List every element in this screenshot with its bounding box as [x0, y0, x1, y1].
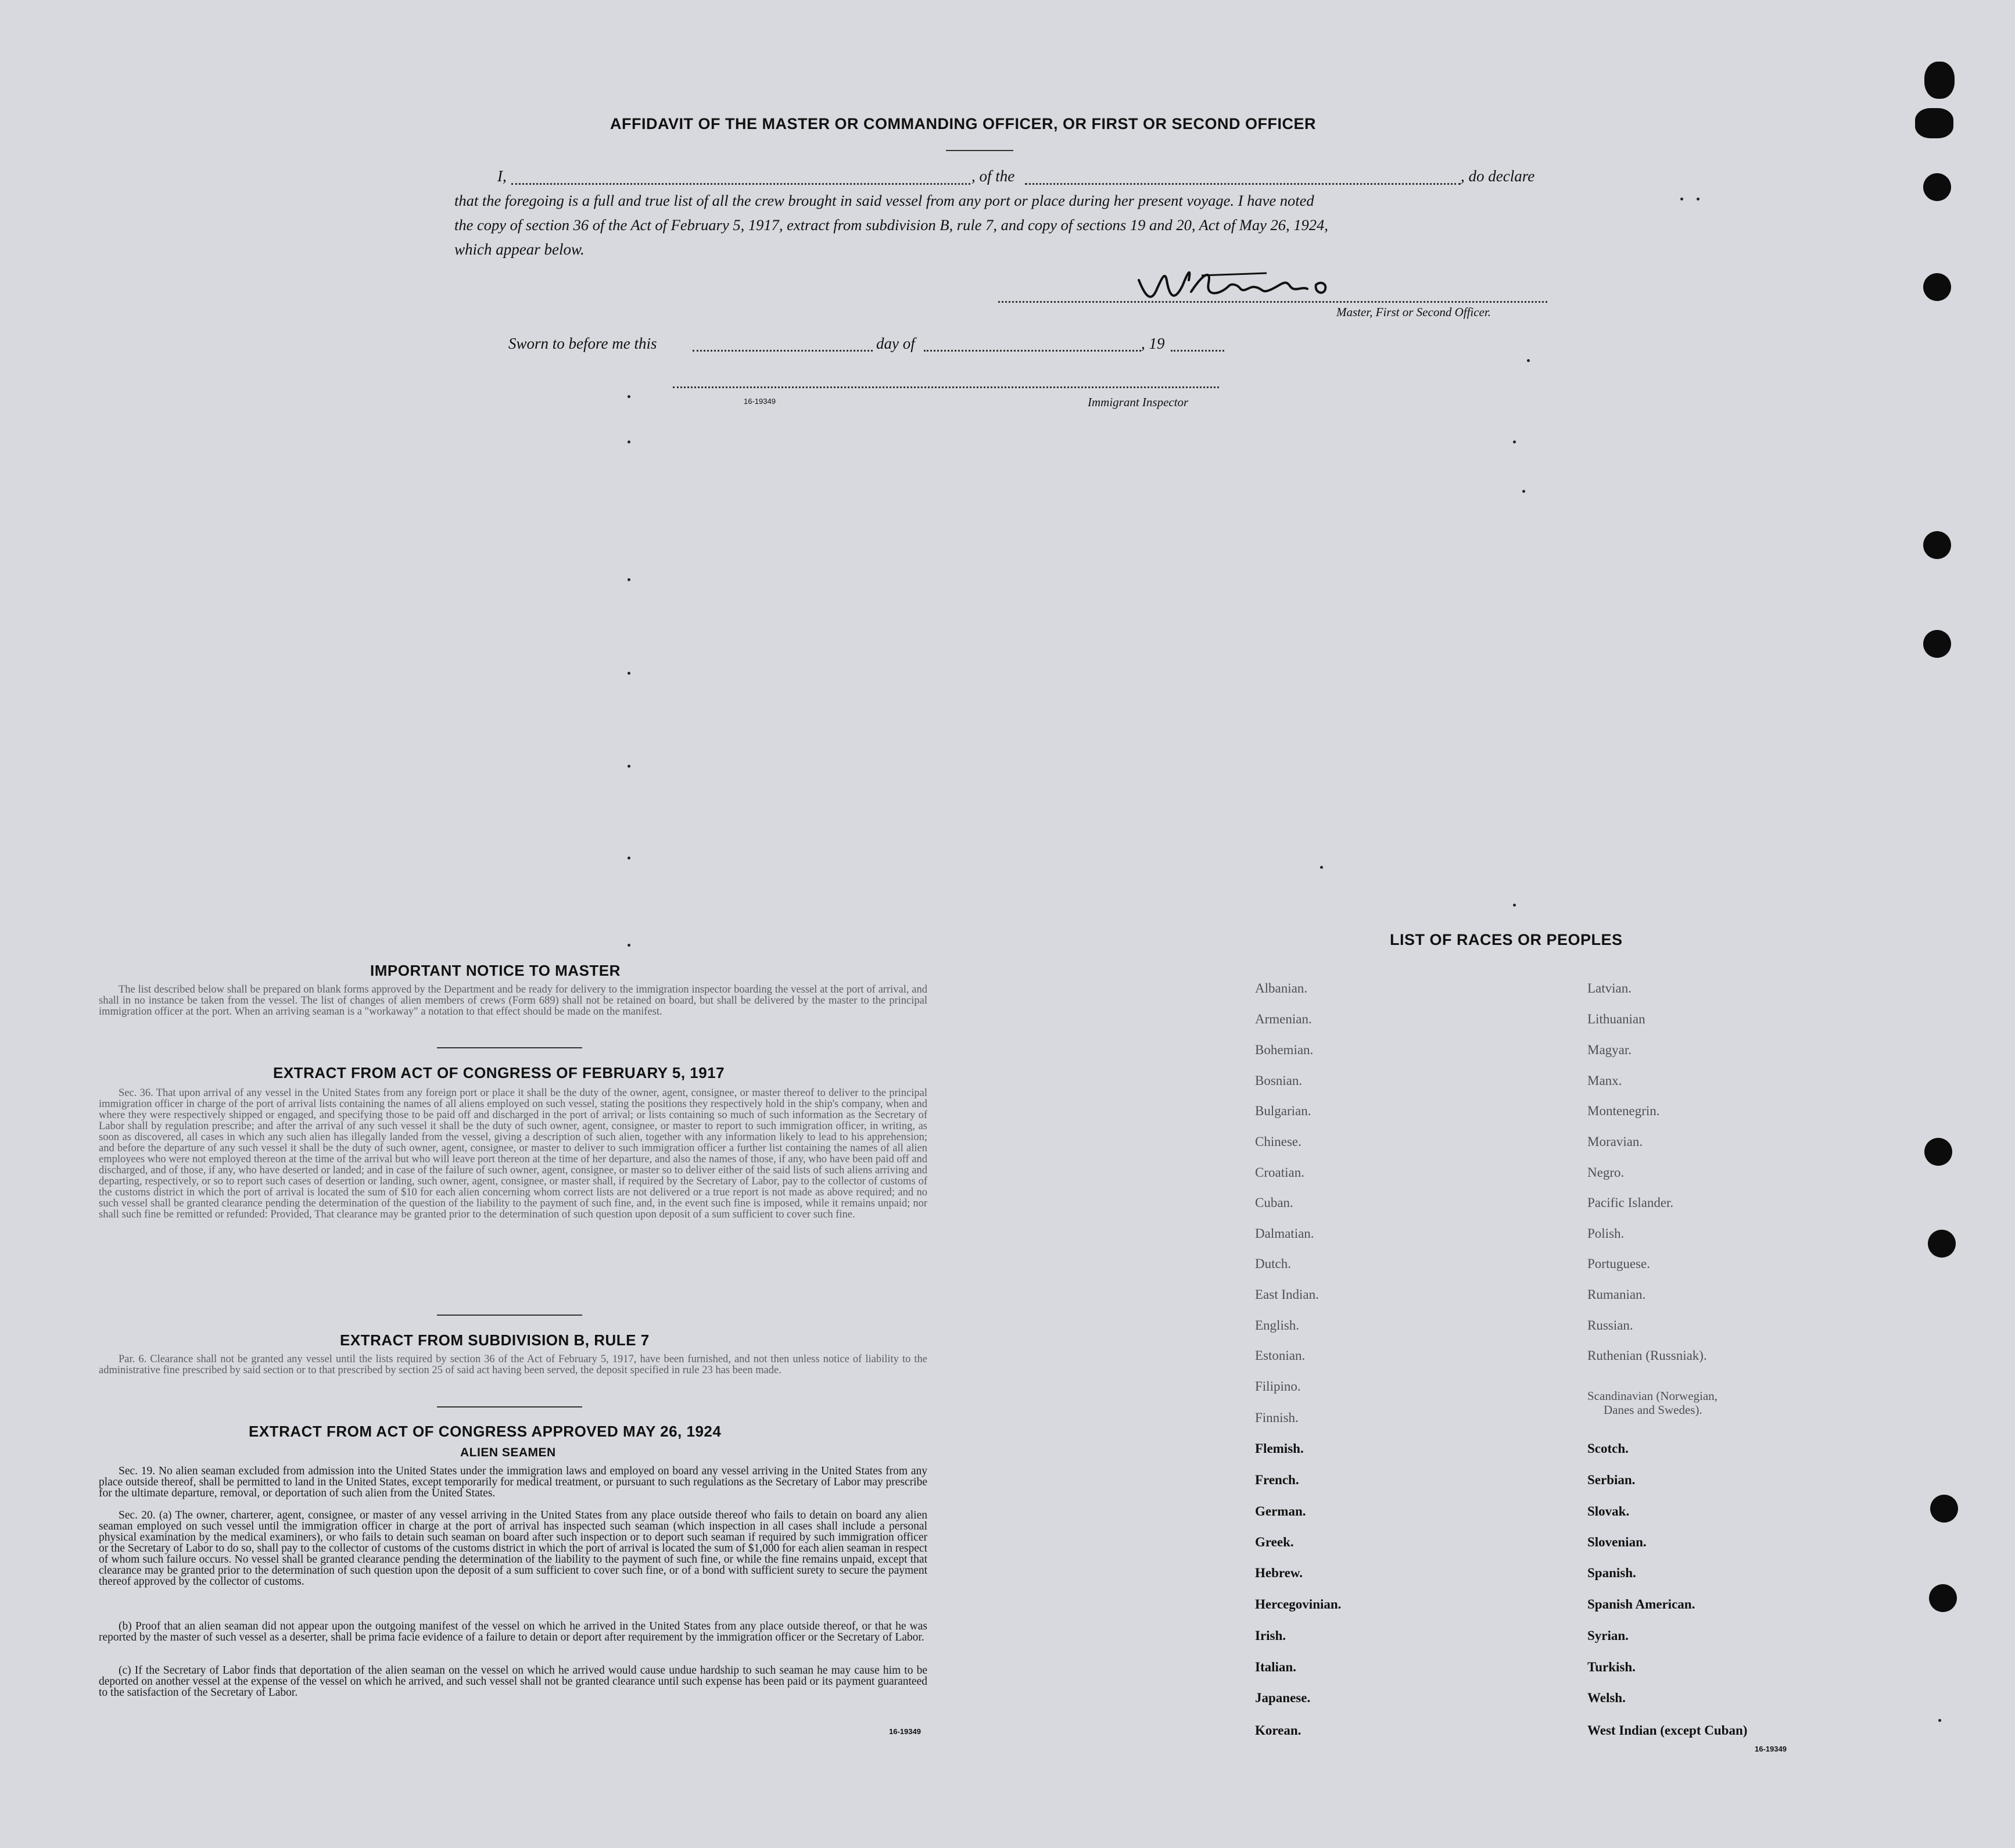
scan-speck [628, 944, 630, 947]
scan-speck [628, 857, 630, 859]
race-right: Welsh. [1587, 1691, 1626, 1705]
race-left: Bulgarian. [1255, 1104, 1311, 1118]
race-right: Polish. [1587, 1226, 1625, 1241]
affidavit-line4: which appear below. [454, 241, 585, 258]
notice-text: The list described below shall be prepared on blank forms approved by the Department and be ready for delivery to the immigration inspector boarding the vessel at the port of arrival, and shall in no instance be taken from the vessel. The list of changes of alien members of crews (Form 689) shall not be retained on board, but shall be delivered by the master to the principal immigration officer at the port. When an arriving seaman is a "workaway" a notation to that effect should be made on the manifest. [99, 984, 927, 1018]
inspector-caption: Immigrant Inspector [1088, 395, 1189, 409]
race-right: Spanish American. [1587, 1597, 1695, 1611]
race-right: Moravian. [1587, 1134, 1643, 1149]
extract-rule7-title: EXTRACT FROM SUBDIVISION B, RULE 7 [340, 1331, 650, 1349]
race-right: Syrian. [1587, 1628, 1629, 1643]
notice-title: IMPORTANT NOTICE TO MASTER [370, 962, 621, 979]
sworn-day-of: day of [876, 335, 915, 352]
scan-speck [1680, 198, 1683, 200]
sworn-year-blank[interactable] [1171, 350, 1224, 352]
race-left: Chinese. [1255, 1134, 1301, 1149]
race-left: Bohemian. [1255, 1043, 1314, 1057]
race-right: Scotch. [1587, 1441, 1629, 1456]
affidavit-line1-i: I, [497, 167, 507, 185]
affidavit-title-rule [946, 150, 1013, 151]
race-left: English. [1255, 1318, 1300, 1333]
race-left: French. [1255, 1473, 1299, 1487]
scan-speck [628, 440, 630, 443]
race-left: Albanian. [1255, 981, 1308, 995]
extract-1924-sec20a: Sec. 20. (a) The owner, charterer, agent, consignee, or master of any vessel arriving in the United States from any place outside thereof who fails to detain on board any alien seaman employed on such vessel until the immigration officer in charge at the port of arrival has inspected such seaman (which inspection in all cases shall include a personal physical examination by the medical examiners), or who fails to detain such seaman on board after such inspection or to deport such seaman if required by such immigration officer or the Secretary of Labor to do so, shall pay to the collector of customs of the customs district in which the port of arrival is located the sum of $1,000 for each alien seaman in respect of whom such failure occurs. No vessel shall be granted clearance pending the determination of the liability to the payment of such fine, or while the fine remains unpaid, except that clearance may be granted prior to the determination of such question upon the deposit of a sum sufficient to cover such fine, or of a bond with sufficient surety to secure the payment thereof approved by the collector of customs. [99, 1509, 927, 1588]
race-left: Japanese. [1255, 1691, 1311, 1705]
race-left: East Indian. [1255, 1287, 1319, 1302]
affidavit-form-number: 16-19349 [744, 397, 776, 406]
extract-1924-sec20b: (b) Proof that an alien seaman did not appear upon the outgoing manifest of the vessel on which he arrived in the United States from any place outside thereof, or that he was reported by the master of such vessel as a deserter, shall be prima facie evidence of a failure to detain or deport after requirement by the immigration officer or the Secretary of Labor. [99, 1620, 927, 1643]
scan-speck [1513, 904, 1516, 907]
race-right: Turkish. [1587, 1660, 1636, 1674]
race-right: Rumanian. [1587, 1287, 1646, 1302]
signature-line[interactable] [998, 301, 1547, 303]
scan-speck [628, 672, 630, 675]
extract-1917-rule [437, 1315, 582, 1316]
scan-speck [1522, 490, 1525, 493]
race-right: Russian. [1587, 1318, 1633, 1333]
notice-rule [437, 1047, 582, 1048]
scan-speck [628, 395, 630, 398]
race-left: Hebrew. [1255, 1566, 1303, 1580]
scan-speck [1938, 1719, 1941, 1722]
name-blank[interactable] [511, 183, 970, 185]
race-right: Ruthenian (Russniak). [1587, 1348, 1707, 1363]
race-left: Dalmatian. [1255, 1226, 1314, 1241]
signature-caption: Master, First or Second Officer. [1336, 305, 1491, 319]
race-right: Montenegrin. [1587, 1104, 1660, 1118]
race-right: Manx. [1587, 1073, 1622, 1088]
sworn-year: , 19 [1141, 335, 1165, 352]
vessel-blank[interactable] [1025, 183, 1461, 185]
punch-hole [1923, 173, 1951, 201]
scan-speck [1513, 440, 1516, 443]
scan-speck [1697, 198, 1700, 200]
race-left: Greek. [1255, 1535, 1294, 1549]
race-right: Spanish. [1587, 1566, 1636, 1580]
sworn-day-blank[interactable] [693, 350, 873, 352]
extract-1924-sec20c: (c) If the Secretary of Labor finds that deportation of the alien seaman on the vessel on which he arrived would cause undue hardship to such seaman he may cause him to be deported on another vessel at the expense of the vessel on which he arrived, and such vessel shall not be granted clearance until such expense has been paid or its payment guaranteed to the satisfaction of the Secretary of Labor. [99, 1664, 927, 1699]
extract-1924-sec19: Sec. 19. No alien seaman excluded from admission into the United States under the immigration laws and employed on board any vessel arriving in the United States from any place outside thereof, shall be permitted to land in the United States, except temporarily for medical treatment, or pursuant to such regulations as the Secretary of Labor may prescribe for the ultimate departure, removal, or deportation of such alien from the United States. [99, 1465, 927, 1499]
punch-hole [1928, 1230, 1956, 1258]
race-right: Negro. [1587, 1165, 1625, 1180]
race-left: Armenian. [1255, 1012, 1312, 1026]
races-form-number: 16-19349 [1755, 1745, 1787, 1753]
affidavit-line3: the copy of section 36 of the Act of February 5, 1917, extract from subdivision B, rule 7, and copy of sections 19 and 20, Act of May 26, 1924, [454, 216, 1328, 234]
extract-rule7-text: Par. 6. Clearance shall not be granted any vessel until the lists required by section 36 of the Act of February 5, 1917, have been furnished, and not then unless notice of liability to the administrative fine prescribed by said section or to that prescribed by section 25 of said act having been served, the deposit specified in rule 23 has been made. [99, 1353, 927, 1376]
extract-rule7-rule [437, 1406, 582, 1408]
sworn-month-blank[interactable] [924, 350, 1141, 352]
race-left: Estonian. [1255, 1348, 1306, 1363]
punch-hole [1924, 62, 1955, 99]
race-right: Scandinavian (Norwegian, [1587, 1389, 1718, 1403]
race-right: Lithuanian [1587, 1012, 1645, 1026]
race-left: Hercegovinian. [1255, 1597, 1342, 1611]
race-right: Magyar. [1587, 1043, 1632, 1057]
extract-1924-subtitle: ALIEN SEAMEN [460, 1446, 556, 1459]
race-right-continuation: Danes and Swedes). [1604, 1403, 1702, 1417]
race-right: Latvian. [1587, 981, 1632, 995]
affidavit-line1-of-the: , of the [971, 167, 1015, 185]
affidavit-line1-do-declare: , do declare [1461, 167, 1535, 185]
inspector-signature-line[interactable] [673, 386, 1219, 388]
race-right: Slovak. [1587, 1504, 1630, 1518]
punch-hole [1930, 1495, 1958, 1523]
race-left: Italian. [1255, 1660, 1296, 1674]
affidavit-line2: that the foregoing is a full and true list of all the crew brought in said vessel from any port or place during her present voyage. I have noted [454, 192, 1314, 209]
race-left: Finnish. [1255, 1410, 1299, 1425]
punch-hole [1915, 108, 1953, 138]
race-right: Portuguese. [1587, 1256, 1650, 1271]
scan-speck [1527, 359, 1530, 362]
race-right: West Indian (except Cuban) [1587, 1723, 1748, 1738]
race-left: German. [1255, 1504, 1306, 1518]
punch-hole [1923, 531, 1951, 559]
scan-speck [1320, 866, 1323, 869]
extract-1924-title: EXTRACT FROM ACT OF CONGRESS APPROVED MAY 26, 1924 [249, 1423, 722, 1440]
extract-1917-text: Sec. 36. That upon arrival of any vessel in the United States from any foreign port or place it shall be the duty of the owner, agent, consignee, or master thereof to deliver to the principal immigration officer in charge of the port of arrival lists containing the names of all aliens employed on such vessel, stating the positions they respectively hold in the ship's company, when and where they were respectively shipped or engaged, and specifying those to be paid off and discharged in the port of arrival; or lists containing so much of such information as the Secretary of Labor shall by regulation prescribe; and after the arrival of any such vessel it shall be the duty of such owner, agent, consignee, or master to report to such immigration officer, in writing, as soon as discovered, all cases in which any such alien has illegally landed from the vessel, giving a description of such alien, together with any information likely to lead to his apprehension; and before the departure of any such vessel it shall be the duty of such owner, agent, consignee, or master to deliver to such immigration officer a further list containing the names of all alien employees who were not employed thereon at the time of the arrival but who will leave port thereon at the time of her departure, and also the names of those, if any, who have been paid off and discharged, and of those, if any, who have deserted or landed; and in case of the failure of such owner, agent, consignee, or master so to deliver either of the said lists of such aliens arriving and departing, respectively, or so to report such cases of desertion or landing, such owner, agent, consignee, or master shall, if required by the Secretary of Labor, pay to the collector of customs of the customs district in which the port of arrival is located the sum of $10 for each alien concerning whom correct lists are not delivered or a true report is not made as above required; and no such vessel shall be granted clearance pending the determination of the question of the liability to the payment of such fine, and, in the event such fine is imposed, while it remains unpaid; nor shall such fine be remitted or refunded: Provided, That clearance may be granted prior to the determination of such question upon deposit of a sum sufficient to cover such fine. [99, 1087, 927, 1220]
race-left: Cuban. [1255, 1195, 1293, 1210]
race-right: Slovenian. [1587, 1535, 1647, 1549]
punch-hole [1924, 1138, 1952, 1166]
extract-1924-form-number: 16-19349 [889, 1727, 921, 1736]
race-left: Irish. [1255, 1628, 1286, 1643]
punch-hole [1923, 273, 1951, 301]
race-right: Pacific Islander. [1587, 1195, 1674, 1210]
scan-speck [628, 578, 630, 581]
sworn-prefix: Sworn to before me this [508, 335, 657, 352]
race-left: Croatian. [1255, 1165, 1304, 1180]
punch-hole [1929, 1584, 1957, 1612]
race-left: Flemish. [1255, 1441, 1304, 1456]
race-left: Bosnian. [1255, 1073, 1303, 1088]
punch-hole [1923, 630, 1951, 658]
race-left: Filipino. [1255, 1379, 1301, 1394]
race-left: Dutch. [1255, 1256, 1291, 1271]
scan-speck [628, 765, 630, 768]
races-title: LIST OF RACES OR PEOPLES [1390, 931, 1623, 948]
extract-1917-title: EXTRACT FROM ACT OF CONGRESS OF FEBRUARY 5, 1917 [273, 1064, 725, 1081]
race-left: Korean. [1255, 1723, 1301, 1738]
race-right: Serbian. [1587, 1473, 1636, 1487]
affidavit-title: AFFIDAVIT OF THE MASTER OR COMMANDING OFFICER, OR FIRST OR SECOND OFFICER [610, 115, 1316, 132]
